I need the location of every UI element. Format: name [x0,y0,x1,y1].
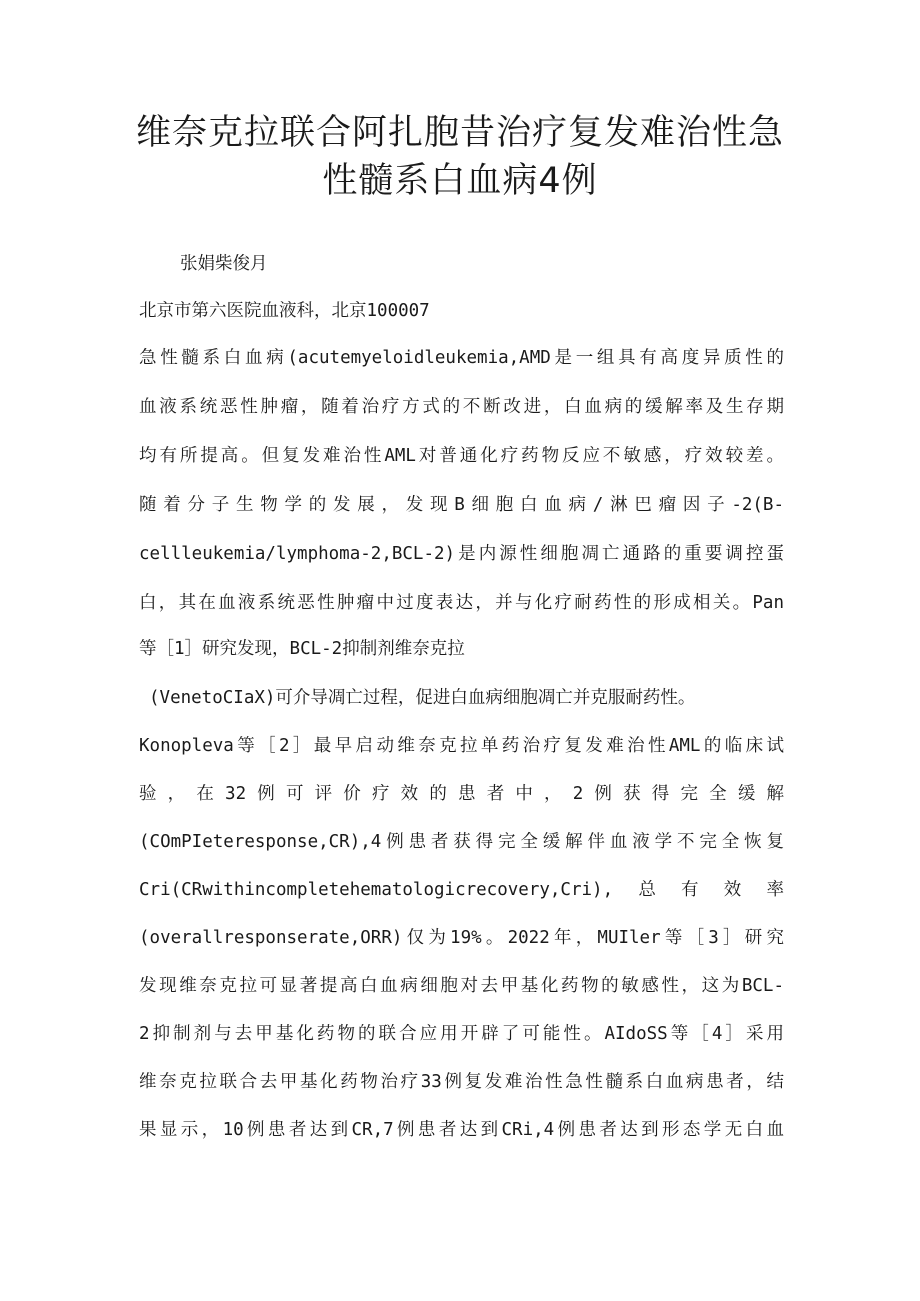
affiliation: 北京市第六医院血液科，北京100007 [139,301,430,321]
body-line: 发现维奈克拉可显著提高白血病细胞对去甲基化药物的敏感性，这为BCL- [139,976,784,996]
body-line: 等［1］研究发现，BCL-2抑制剂维奈克拉 [139,639,465,659]
body-line: (overallresponserate,ORR)仅为19%。2022年，MUIler等［3］研究 [139,928,784,948]
body-line: 验，在32例可评价疗效的患者中，2例获得完全缓解 [139,784,784,804]
body-line: Cri(CRwithincompletehematologicrecovery,Cri), 总 有 效 率 [139,880,784,900]
authors: 张娟柴俊月 [180,254,268,274]
title-line-2: 性髓系白血病4例 [322,161,598,201]
body-line: (VenetoCIaX)可介导凋亡过程，促进白血病细胞凋亡并克服耐药性。 [149,688,696,708]
body-line: 维奈克拉联合去甲基化药物治疗33例复发难治性急性髓系白血病患者，结 [139,1072,784,1092]
body-line: 2抑制剂与去甲基化药物的联合应用开辟了可能性。AIdoSS等［4］采用 [139,1024,784,1044]
title-line-1: 维奈克拉联合阿扎胞昔治疗复发难治性急 [135,113,784,153]
body-line: 果显示，10例患者达到CR,7例患者达到CRi,4例患者达到形态学无白血 [139,1120,784,1140]
body-line: 急性髓系白血病(acutemyeloidleukemia,AMD是一组具有高度异质性的 [139,348,784,368]
body-line: 白，其在血液系统恶性肿瘤中过度表达，并与化疗耐药性的形成相关。Pan [139,593,784,613]
body-line: 随着分子生物学的发展，发现B细胞白血病/淋巴瘤因子-2(B- [139,495,784,515]
body-line: cellleukemia/lymphoma-2,BCL-2)是内源性细胞凋亡通路的重要调控蛋 [139,544,784,564]
body-line: (COmPIeteresponse,CR),4例患者获得完全缓解伴血液学不完全恢复 [139,832,784,852]
body-line: Konopleva等［2］最早启动维奈克拉单药治疗复发难治性AML的临床试 [139,736,784,756]
body-line: 血液系统恶性肿瘤，随着治疗方式的不断改进，白血病的缓解率及生存期 [139,397,784,417]
body-line: 均有所提高。但复发难治性AML对普通化疗药物反应不敏感，疗效较差。 [139,446,784,466]
